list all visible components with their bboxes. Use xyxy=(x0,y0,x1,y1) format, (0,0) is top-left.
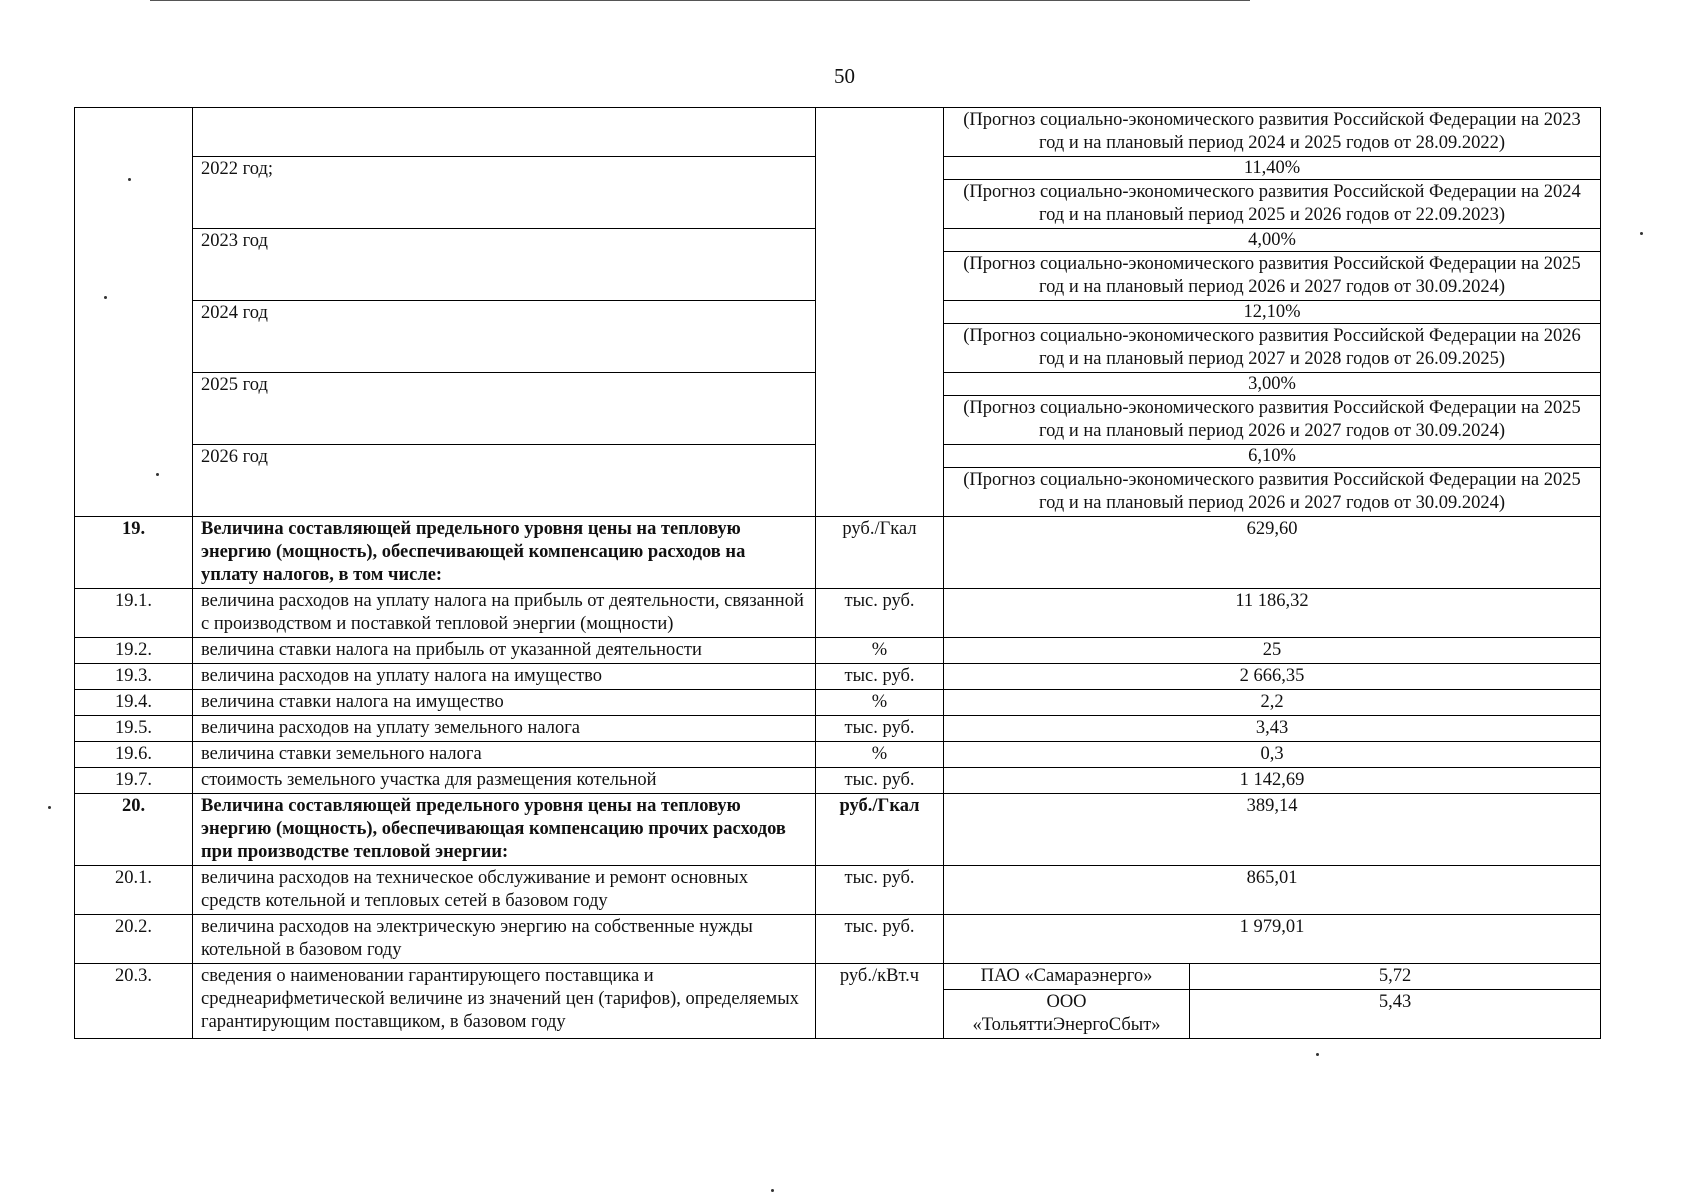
row-value: 1 142,69 xyxy=(944,768,1601,794)
prognoz-source: (Прогноз социально-экономического развития Российской Федерации на 2024 год и на плановый период 2025 и 2026 годов от 22.09.2023) xyxy=(944,180,1601,229)
row-number: 19.5. xyxy=(75,716,193,742)
scan-speck xyxy=(104,296,107,299)
row-number: 20.3. xyxy=(75,964,193,1039)
row-unit: % xyxy=(816,742,944,768)
empty-num-cell xyxy=(75,108,193,517)
row-name: величина ставки налога на имущество xyxy=(193,690,816,716)
row-unit: тыс. руб. xyxy=(816,589,944,638)
row-number: 19. xyxy=(75,517,193,589)
row-unit: тыс. руб. xyxy=(816,716,944,742)
row-number: 19.3. xyxy=(75,664,193,690)
row-name: величина расходов на уплату налога на имущество xyxy=(193,664,816,690)
row-number: 19.7. xyxy=(75,768,193,794)
scan-speck xyxy=(771,1189,774,1192)
row-value: 865,01 xyxy=(944,866,1601,915)
row-value: 629,60 xyxy=(944,517,1601,589)
empty-name-cell xyxy=(193,108,816,157)
row-unit: % xyxy=(816,690,944,716)
scan-speck xyxy=(1640,232,1643,235)
year-value: 6,10% xyxy=(944,445,1601,468)
row-unit: тыс. руб. xyxy=(816,664,944,690)
supplier-price: 5,43 xyxy=(1190,990,1601,1039)
table-row xyxy=(75,742,1601,768)
table-row xyxy=(75,108,1601,157)
scan-speck xyxy=(1316,1053,1319,1056)
prognoz-source: (Прогноз социально-экономического развития Российской Федерации на 2023 год и на плановый период 2024 и 2025 годов от 28.09.2022) xyxy=(944,108,1601,157)
year-value: 12,10% xyxy=(944,301,1601,324)
row-value: 389,14 xyxy=(944,794,1601,866)
row-unit: руб./Гкал xyxy=(816,517,944,589)
row-name: величина расходов на уплату земельного налога xyxy=(193,716,816,742)
row-value: 0,3 xyxy=(944,742,1601,768)
row-name: сведения о наименовании гарантирующего поставщика и среднеарифметической величине из значений цен (тарифов), определяемых гарантирующим поставщиком, в базовом году xyxy=(193,964,816,1039)
row-value: 2 666,35 xyxy=(944,664,1601,690)
row-number: 19.2. xyxy=(75,638,193,664)
year-value: 3,00% xyxy=(944,373,1601,396)
year-label: 2026 год xyxy=(193,445,816,517)
table-row xyxy=(75,768,1601,794)
row-value: 11 186,32 xyxy=(944,589,1601,638)
row-name: величина ставки земельного налога xyxy=(193,742,816,768)
prognoz-source: (Прогноз социально-экономического развития Российской Федерации на 2025 год и на плановый период 2026 и 2027 годов от 30.09.2024) xyxy=(944,396,1601,445)
row-name: стоимость земельного участка для размещения котельной xyxy=(193,768,816,794)
table-row xyxy=(75,664,1601,690)
page-number: 50 xyxy=(834,64,855,88)
row-unit: тыс. руб. xyxy=(816,768,944,794)
table-row xyxy=(75,638,1601,664)
year-label: 2025 год xyxy=(193,373,816,445)
supplier-name: ООО «ТольяттиЭнергоСбыт» xyxy=(944,990,1190,1039)
year-label: 2023 год xyxy=(193,229,816,301)
empty-unit-cell xyxy=(816,108,944,517)
row-name: величина расходов на электрическую энергию на собственные нужды котельной в базовом году xyxy=(193,915,816,964)
scan-speck xyxy=(48,806,51,809)
row-name: величина расходов на уплату налога на прибыль от деятельности, связанной с производством и поставкой тепловой энергии (мощности) xyxy=(193,589,816,638)
table-row xyxy=(75,964,1601,990)
table-row xyxy=(75,794,1601,866)
tariff-table xyxy=(74,107,1601,1039)
row-value: 3,43 xyxy=(944,716,1601,742)
row-number: 19.4. xyxy=(75,690,193,716)
prognoz-source: (Прогноз социально-экономического развития Российской Федерации на 2025 год и на плановый период 2026 и 2027 годов от 30.09.2024) xyxy=(944,468,1601,517)
year-label: 2024 год xyxy=(193,301,816,373)
row-number: 19.1. xyxy=(75,589,193,638)
row-name: величина расходов на техническое обслуживание и ремонт основных средств котельной и тепловых сетей в базовом году xyxy=(193,866,816,915)
prognoz-source: (Прогноз социально-экономического развития Российской Федерации на 2026 год и на плановый период 2027 и 2028 годов от 26.09.2025) xyxy=(944,324,1601,373)
table-row xyxy=(75,589,1601,638)
table-row xyxy=(75,866,1601,915)
scan-speck xyxy=(128,178,131,181)
row-unit: руб./Гкал xyxy=(816,794,944,866)
year-value: 11,40% xyxy=(944,157,1601,180)
row-number: 19.6. xyxy=(75,742,193,768)
row-unit: руб./кВт.ч xyxy=(816,964,944,1039)
row-value: 1 979,01 xyxy=(944,915,1601,964)
prognoz-source: (Прогноз социально-экономического развития Российской Федерации на 2025 год и на плановый период 2026 и 2027 годов от 30.09.2024) xyxy=(944,252,1601,301)
row-number: 20.2. xyxy=(75,915,193,964)
supplier-name: ПАО «Самараэнерго» xyxy=(944,964,1190,990)
table-row xyxy=(75,716,1601,742)
row-name: Величина составляющей предельного уровня цены на тепловую энергию (мощность), обеспечивающая компенсацию прочих расходов при производстве тепловой энергии: xyxy=(193,794,816,866)
table-row xyxy=(75,915,1601,964)
table-row xyxy=(75,690,1601,716)
row-unit: тыс. руб. xyxy=(816,915,944,964)
row-name: величина ставки налога на прибыль от указанной деятельности xyxy=(193,638,816,664)
row-value: 2,2 xyxy=(944,690,1601,716)
row-unit: % xyxy=(816,638,944,664)
row-unit: тыс. руб. xyxy=(816,866,944,915)
supplier-price: 5,72 xyxy=(1190,964,1601,990)
year-value: 4,00% xyxy=(944,229,1601,252)
scan-speck xyxy=(156,473,159,476)
row-number: 20.1. xyxy=(75,866,193,915)
top-rule xyxy=(150,0,1250,1)
year-label: 2022 год; xyxy=(193,157,816,229)
row-name: Величина составляющей предельного уровня цены на тепловую энергию (мощность), обеспечивающей компенсацию расходов на уплату налогов, в том числе: xyxy=(193,517,816,589)
row-value: 25 xyxy=(944,638,1601,664)
row-number: 20. xyxy=(75,794,193,866)
table-row xyxy=(75,517,1601,589)
